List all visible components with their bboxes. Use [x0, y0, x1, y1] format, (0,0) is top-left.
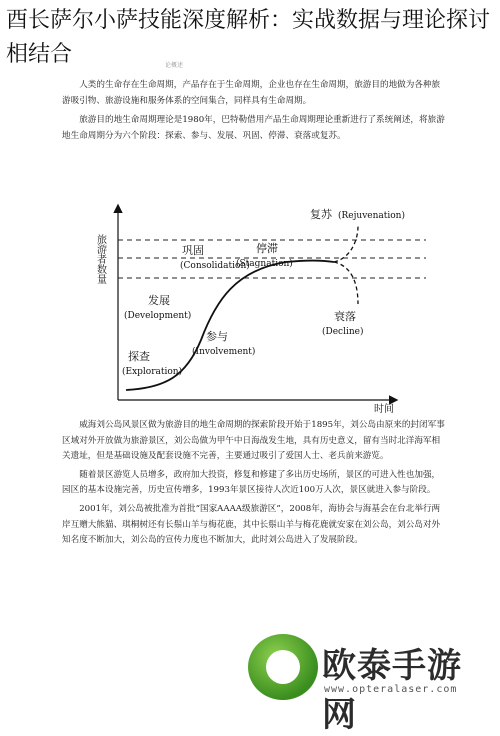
brand-logo-icon: [248, 634, 318, 700]
site-watermark: [248, 632, 496, 735]
paragraph-5: 2001年，刘公岛被批准为首批“国家AAAA级旅游区”，2008年，海协会与海基会在台北举行两岸互赠大熊猫、琪桐树还有长鬃山羊与梅花鹿，其中长鬃山羊与梅花鹿就安家在刘公岛，刘公岛对外知名度不断加大，刘公岛的宣传力度也不断加大，此时刘公岛进入了发展阶段。: [62, 503, 441, 546]
stage-development: 发展: [148, 294, 170, 307]
brand-name: 欧泰手游网: [322, 646, 462, 735]
stage-involvement-en: (Involvement): [192, 347, 256, 357]
stage-development-en: (Development): [124, 311, 192, 321]
decline-branch: [334, 262, 358, 304]
paragraph-4: 随着景区游览人员增多，政府加大投资，修复和修建了多出历史场所，景区的可进入性也加强，园区的基本设施完善，历史宣传增多，1993年景区接待人次近100万人次，景区就进入参与阶段。: [62, 469, 441, 496]
stage-consolidation-en: (Consolidation): [180, 261, 250, 271]
stage-decline-en: (Decline): [322, 327, 364, 337]
header-tag: 论概述: [165, 62, 184, 69]
document-body-bottom: [62, 418, 448, 552]
document-body-top: [62, 78, 448, 148]
page-title: 酉长萨尔小萨技能深度解析：实战数据与理论探讨相结合: [6, 8, 491, 67]
stage-rejuvenation: 复苏: [310, 208, 332, 221]
lifecycle-chart: [94, 200, 436, 415]
brand-url: www.opteralaser.com: [324, 684, 458, 695]
x-axis-label: 时间: [374, 404, 394, 415]
stage-rejuvenation-en: (Rejuvenation): [338, 211, 405, 221]
stage-decline: 衰落: [334, 310, 356, 323]
stage-exploration: 探查: [128, 350, 150, 363]
y-axis-label: 旅游者数量: [94, 234, 106, 284]
paragraph-2: 旅游目的地生命周期理论是1980年，巴特勒借用产品生命周期理论重新进行了系统阐述，将旅游地生命周期分为六个阶段：探索、参与、发展、巩固、停滞、衰落或复苏。: [62, 115, 445, 141]
stage-stagnation-en: (Stagnation): [236, 259, 293, 269]
paragraph-1: 人类的生命存在生命周期，产品存在于生命周期，企业也存在生命周期，旅游目的地做为各种旅游吸引物、旅游设施和服务体系的空间集合，同样具有生命周期。: [62, 80, 441, 106]
stage-exploration-en: (Exploration): [122, 367, 183, 377]
rejuvenation-branch: [334, 226, 358, 262]
stage-consolidation: 巩固: [182, 244, 204, 257]
paragraph-3: 威海刘公岛风景区做为旅游目的地生命周期的探索阶段开始于1895年，刘公岛由原来的封闭军事区域对外开放做为旅游景区，刘公岛做为甲午中日海战发生地，具有历史意义，留有当时北洋海军相关遗址，但是基础设施及配套设施不完善，主要通过吸引了爱国人士、老兵前来游览。: [62, 420, 445, 462]
stage-involvement: 参与: [206, 330, 228, 343]
stage-stagnation: 停滞: [256, 242, 278, 255]
